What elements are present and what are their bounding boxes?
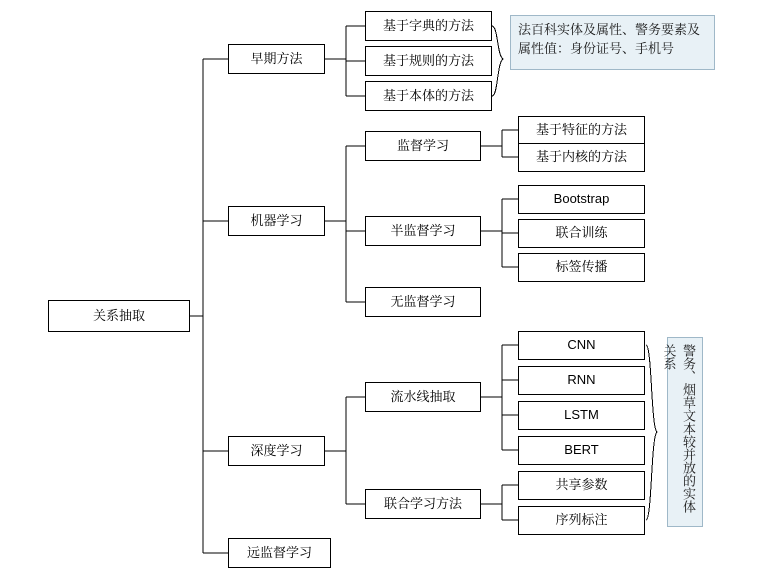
node-distant-supervision-label: 远监督学习 — [246, 544, 312, 560]
node-dictionary-method[interactable] — [365, 11, 492, 41]
node-lstm[interactable] — [518, 401, 645, 430]
node-unsupervised-learning[interactable] — [365, 287, 481, 317]
node-early-methods-label: 早期方法 — [250, 50, 303, 66]
node-co-training-label: 联合训练 — [555, 225, 608, 241]
node-semi-supervised-learning[interactable] — [365, 216, 481, 246]
node-distant-supervision[interactable] — [228, 538, 331, 568]
node-feature-based-method-label: 基于特征的方法 — [535, 122, 627, 138]
node-joint-learning-method-label: 联合学习方法 — [383, 495, 462, 511]
node-feature-based-method[interactable] — [518, 116, 645, 145]
node-bert[interactable] — [518, 436, 645, 465]
node-kernel-based-method-label: 基于内核的方法 — [535, 149, 627, 165]
node-sequence-labeling[interactable] — [518, 506, 645, 535]
node-dictionary-method-label: 基于字典的方法 — [382, 17, 474, 33]
node-machine-learning-label: 机器学习 — [250, 212, 303, 228]
node-machine-learning[interactable] — [228, 206, 325, 236]
node-kernel-based-method[interactable] — [518, 143, 645, 172]
node-pipeline-extraction-label: 流水线抽取 — [390, 388, 456, 404]
node-early-methods[interactable] — [228, 44, 325, 74]
annotation-right-note-text: 警务、烟草文本较并放的实体关系 — [661, 344, 696, 513]
node-deep-learning[interactable] — [228, 436, 325, 466]
node-cnn[interactable] — [518, 331, 645, 360]
node-shared-parameters[interactable] — [518, 471, 645, 500]
node-sequence-labeling-label: 序列标注 — [555, 512, 608, 528]
annotation-right-note — [661, 337, 703, 527]
node-root[interactable] — [48, 300, 190, 332]
node-supervised-learning[interactable] — [365, 131, 481, 161]
node-co-training[interactable] — [518, 219, 645, 248]
node-lstm-label: LSTM — [564, 407, 599, 423]
node-label-propagation-label: 标签传播 — [555, 259, 608, 275]
node-rule-method-label: 基于规则的方法 — [382, 52, 474, 68]
node-semi-supervised-learning-label: 半监督学习 — [390, 222, 456, 238]
node-ontology-method[interactable] — [365, 81, 492, 111]
node-shared-parameters-label: 共享参数 — [555, 477, 608, 493]
node-bert-label: BERT — [564, 442, 599, 458]
annotation-top-note — [510, 15, 715, 70]
node-rule-method[interactable] — [365, 46, 492, 76]
node-rnn-label: RNN — [567, 372, 596, 388]
node-supervised-learning-label: 监督学习 — [396, 137, 449, 153]
node-bootstrap-label: Bootstrap — [553, 191, 610, 207]
node-pipeline-extraction[interactable] — [365, 382, 481, 412]
node-unsupervised-learning-label: 无监督学习 — [390, 293, 456, 309]
annotation-top-note-text: 法百科实体及属性、警务要素及属性值：身份证号、手机号 — [518, 22, 701, 56]
node-ontology-method-label: 基于本体的方法 — [382, 87, 474, 103]
node-cnn-label: CNN — [567, 337, 596, 353]
node-label-propagation[interactable] — [518, 253, 645, 282]
node-deep-learning-label: 深度学习 — [250, 442, 303, 458]
node-rnn[interactable] — [518, 366, 645, 395]
node-joint-learning-method[interactable] — [365, 489, 481, 519]
node-bootstrap[interactable] — [518, 185, 645, 214]
node-root-label: 关系抽取 — [92, 307, 145, 323]
